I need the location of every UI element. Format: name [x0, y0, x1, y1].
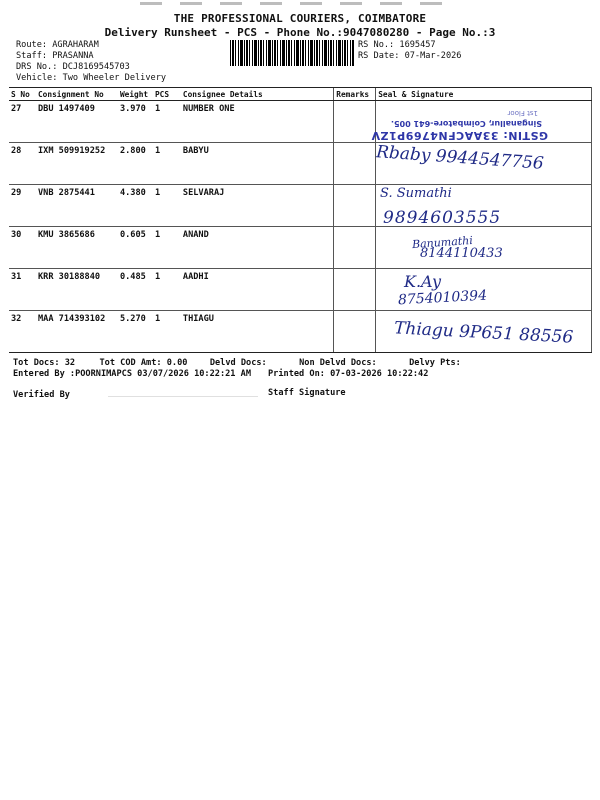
total-docs: Tot Docs: 32: [13, 358, 76, 368]
rs-date: RS Date: 07-Mar-2026: [358, 51, 462, 61]
vehicle-label: Vehicle: Two Wheeler Delivery: [16, 73, 167, 83]
cell-consignee: BABYU: [181, 143, 334, 185]
cell-pcs: 1: [153, 143, 181, 185]
cell-remarks: [334, 101, 376, 143]
staff-label: Staff: PRASANNA: [16, 51, 94, 61]
col-header-sno: S No: [9, 88, 36, 101]
rs-number: RS No.: 1695457: [358, 40, 436, 50]
cell-consignee: NUMBER ONE: [181, 101, 334, 143]
cell-consignment: VNB 2875441: [36, 185, 118, 227]
stamp-gstin: GSTIN: 33AACFN4769P1ZV: [371, 129, 548, 142]
cell-consignment: DBU 1497409: [36, 101, 118, 143]
delivery-points: Delvy Pts:: [409, 358, 461, 368]
delivered-docs: Delvd Docs:: [209, 358, 267, 368]
printed-on: Printed On: 07-03-2026 10:22:42: [268, 369, 429, 379]
table-header-row: [9, 88, 592, 101]
cell-pcs: 1: [153, 101, 181, 143]
signature-row-29-name: S. Sumathi: [380, 186, 452, 201]
cell-remarks: [334, 185, 376, 227]
stamp-address: Singanallur, Coimbatore-641 005.: [391, 119, 542, 128]
cell-sno: 29: [9, 185, 36, 227]
cell-pcs: 1: [153, 185, 181, 227]
drs-number: DRS No.: DCJ8169545703: [16, 62, 130, 72]
staff-signature-label: Staff Signature: [268, 388, 346, 398]
cell-sno: 28: [9, 143, 36, 185]
total-cod-amount: Tot COD Amt: 0.00: [99, 358, 188, 368]
cell-pcs: 1: [153, 269, 181, 311]
stamp-floor: 1st Floor: [507, 109, 538, 117]
table-row: [9, 269, 592, 311]
company-name: THE PROFESSIONAL COURIERS, COIMBATORE: [173, 12, 427, 25]
cell-consignment: IXM 509919252: [36, 143, 118, 185]
totals-line: [13, 358, 461, 368]
signature-row-30-name: Banumathi: [411, 233, 474, 252]
cell-remarks: [334, 143, 376, 185]
cell-weight: 2.800: [118, 143, 153, 185]
cell-sno: 27: [9, 101, 36, 143]
signature-row-32: Thiagu 9P651 88556: [393, 318, 574, 348]
signature-row-31-name: K.Ay: [404, 272, 441, 291]
cell-remarks: [334, 227, 376, 269]
cell-consignment: MAA 714393102: [36, 311, 118, 353]
cell-remarks: [334, 269, 376, 311]
cell-weight: 0.605: [118, 227, 153, 269]
barcode: [230, 40, 354, 66]
cell-remarks: [334, 311, 376, 353]
cell-weight: 0.485: [118, 269, 153, 311]
route-label: Route: AGRAHARAM: [16, 40, 99, 50]
non-delivered-docs: Non Delvd Docs:: [299, 358, 377, 368]
table-row: [9, 185, 592, 227]
signature-row-29-phone: 9894603555: [383, 208, 502, 228]
verified-by-label: Verified By: [13, 390, 70, 400]
document-subtitle: Delivery Runsheet - PCS - Phone No.:9047080280 - Page No.:3: [104, 26, 496, 39]
header-scan-marks: [140, 2, 460, 8]
cell-consignment: KRR 30188840: [36, 269, 118, 311]
col-header-consignment: Consignment No: [36, 88, 118, 101]
cell-sno: 32: [9, 311, 36, 353]
cell-sno: 31: [9, 269, 36, 311]
entry-print-line: [13, 369, 429, 379]
cell-consignment: KMU 3865686: [36, 227, 118, 269]
cell-weight: 3.970: [118, 101, 153, 143]
col-header-weight: Weight: [118, 88, 153, 101]
cell-weight: 4.380: [118, 185, 153, 227]
col-header-seal-signature: Seal & Signature: [376, 88, 592, 101]
cell-pcs: 1: [153, 311, 181, 353]
verified-by-line: [108, 396, 258, 397]
col-header-consignee: Consignee Details: [181, 88, 334, 101]
company-stamp: [371, 106, 556, 144]
entered-by: Entered By :POORNIMAPCS 03/07/2026 10:22:21 AM: [13, 369, 251, 379]
run-details: [16, 40, 166, 84]
col-header-pcs: PCS: [153, 88, 181, 101]
table-row: [9, 227, 592, 269]
cell-consignee: AADHI: [181, 269, 334, 311]
cell-consignee: SELVARAJ: [181, 185, 334, 227]
signature-row-31-phone: 8754010394: [397, 287, 488, 309]
col-header-remarks: Remarks: [334, 88, 376, 101]
cell-sno: 30: [9, 227, 36, 269]
signature-row-28: Rbaby 9944547756: [375, 142, 545, 174]
signature-row-30-phone: 8144110433: [420, 246, 503, 261]
cell-consignee: THIAGU: [181, 311, 334, 353]
runsheet-reference: [358, 40, 461, 62]
cell-consignee: ANAND: [181, 227, 334, 269]
cell-weight: 5.270: [118, 311, 153, 353]
cell-pcs: 1: [153, 227, 181, 269]
